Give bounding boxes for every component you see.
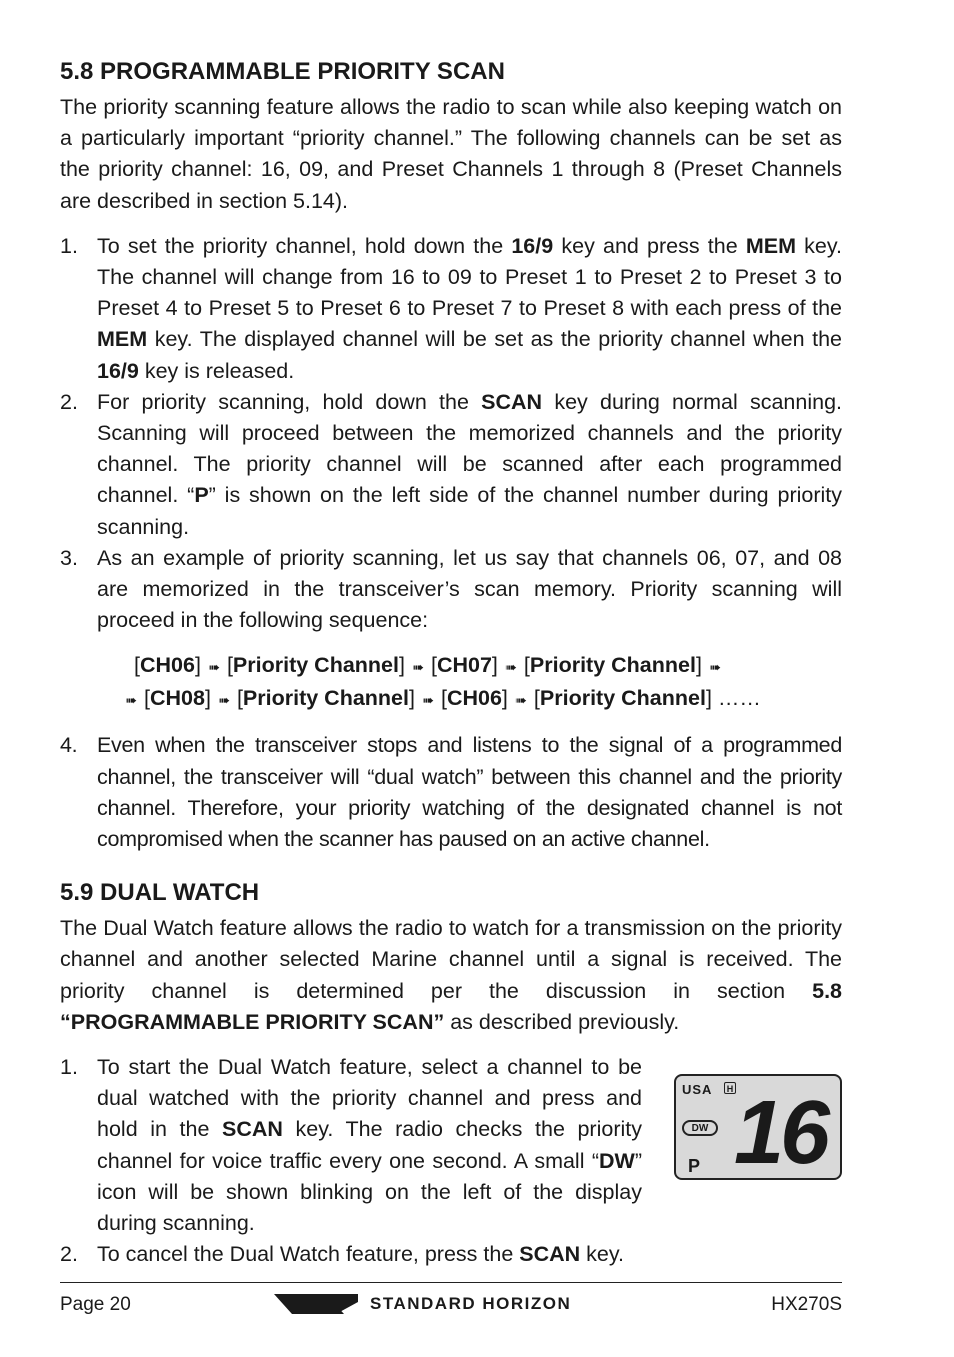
arrow-right-icon: ➠ xyxy=(505,659,517,676)
section-5-8-intro: The priority scanning feature allows the radio to scan while also keeping watch on a particularly important “priority channel.” The following channels can be set as the priority channel: 16, 09, and Preset Channels 1 through 8 (Preset Channels are described in section 5.14). xyxy=(60,95,842,213)
arrow-right-icon: ➠ xyxy=(709,659,721,676)
scan-sequence: [CH06] ➠ [Priority Channel] ➠ [CH07] ➠ [Priority Channel] ➠ ➠ [CH08] ➠ [Priority Channel] ➠ [CH06] ➠ [Priority Channel] …… xyxy=(60,650,842,716)
priority-scan-steps-continued xyxy=(60,730,842,855)
section-5-9-intro: The Dual Watch feature allows the radio to watch for a transmission on the priority channel and another selected Marine channel until a signal is received. The priority channel is determined per the discussion in section 5.8 “PROGRAMMABLE PRIORITY SCAN” as described previously. xyxy=(60,916,842,1034)
icon-label: DW xyxy=(599,1148,635,1173)
section-5-9 xyxy=(60,877,842,1270)
manual-page xyxy=(60,56,842,1271)
page-number: Page 20 xyxy=(60,1294,131,1315)
usa-indicator: USA xyxy=(682,1082,713,1098)
arrow-right-icon: ➠ xyxy=(125,692,137,709)
key-label: SCAN xyxy=(519,1242,581,1267)
brand-logo-icon xyxy=(274,1292,358,1316)
arrow-right-icon: ➠ xyxy=(208,659,220,676)
page-footer xyxy=(60,1282,842,1315)
dual-watch-steps-wrap xyxy=(60,1052,842,1270)
arrow-right-icon: ➠ xyxy=(412,659,424,676)
section-5-9-heading: 5.9 DUAL WATCH xyxy=(60,879,260,907)
priority-scan-steps xyxy=(60,231,842,637)
brand-logo xyxy=(274,1291,571,1317)
arrow-right-icon: ➠ xyxy=(422,692,434,709)
key-label: MEM xyxy=(97,327,148,352)
dual-watch-icon: DW xyxy=(682,1120,718,1136)
key-label: MEM xyxy=(745,233,796,258)
channel-number: 16 xyxy=(734,1083,827,1184)
lcd-display xyxy=(674,1074,842,1184)
icon-label: P xyxy=(194,483,209,508)
arrow-right-icon: ➠ xyxy=(515,692,527,709)
list-item: 2. To cancel the Dual Watch feature, press the SCAN key. xyxy=(60,1242,624,1267)
key-label: SCAN xyxy=(481,389,543,414)
arrow-right-icon: ➠ xyxy=(218,692,230,709)
list-item: 4. Even when the transceiver stops and listens to the signal of a programmed channel, the transceiver will “dual watch” between this channel and the priority channel. Therefore, your priority watching of the designated channel is not compromised when the scanner has paused on an active channel. xyxy=(60,733,842,852)
high-power-indicator: H xyxy=(724,1082,736,1094)
priority-indicator: P xyxy=(688,1156,701,1177)
key-label: 16/9 xyxy=(97,358,139,383)
list-item: 3. As an example of priority scanning, let us say that channels 06, 07, and 08 are memorized in the transceiver’s scan memory. Priority scanning will proceed in the following sequence: xyxy=(60,545,842,633)
model-number: HX270S xyxy=(771,1294,842,1315)
list-item: 1. To start the Dual Watch feature, select a channel to be dual watched with the priority channel and press and hold in the SCAN key. The radio checks the priority channel for voice traffic every one second. A small “DW” icon will be shown blinking on the left of the display during scanning. xyxy=(60,1055,642,1236)
section-5-8-heading: 5.8 PROGRAMMABLE PRIORITY SCAN xyxy=(60,58,505,85)
key-label: 16/9 xyxy=(511,233,554,258)
list-item: 1. To set the priority channel, hold down the 16/9 key and press the MEM key. The channel will change from 16 to 09 to Preset 1 to Preset 2 to Preset 3 to Preset 4 to Preset 5 to Preset 6 to Preset 7 to Preset 8 with each press of the MEM key. The displayed channel will be set as the priority channel when the 16/9 key is released. xyxy=(60,233,843,383)
key-label: SCAN xyxy=(222,1117,283,1142)
list-item: 2. For priority scanning, hold down the SCAN key during normal scanning. Scanning will proceed between the memorized channels and the priority channel. The priority channel will be scanned after each programmed channel. “P” is shown on the left side of the channel number during priority scanning. xyxy=(60,389,843,539)
brand-name: STANDARD HORIZON xyxy=(370,1294,572,1313)
